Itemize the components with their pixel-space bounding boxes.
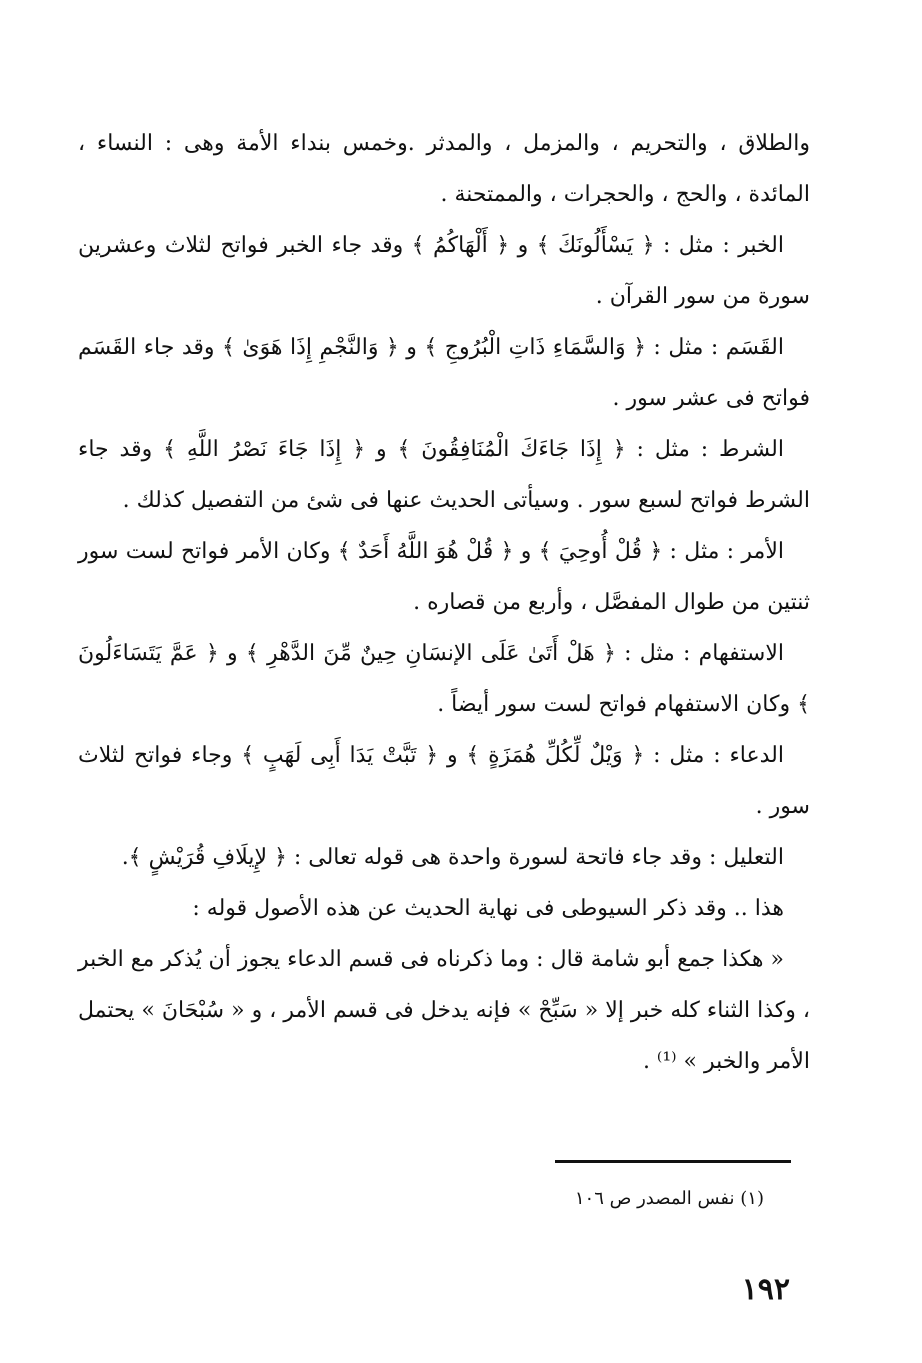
paragraph-suyuti-intro: هذا .. وقد ذكر السيوطى فى نهاية الحديث عن هذه الأصول قوله : xyxy=(192,896,784,921)
footnote-divider xyxy=(555,1160,791,1163)
paragraph-surah-list: والطلاق ، والتحريم ، والمزمل ، والمدثر .وخمس بنداء الأمة وهى : النساء ، المائدة ، والحج ، والحجرات ، والممتحنة . xyxy=(78,131,810,207)
paragraph-shart: الشرط : مثل : ﴿ إِذَا جَاءَكَ الْمُنَافِقُونَ ﴾ و ﴿ إِذَا جَاءَ نَصْرُ اللَّهِ ﴾ وقد جاء الشرط فواتح لسبع سور . وسيأتى الحديث عنها فى شئ من التفصيل كذلك . xyxy=(78,437,810,513)
page-number: ١٩٢ xyxy=(741,1272,790,1307)
paragraph-istifham: الاستفهام : مثل : ﴿ هَلْ أَتَىٰ عَلَى الإنسَانِ حِينٌ مِّنَ الدَّهْرِ ﴾ و ﴿ عَمَّ يَتَسَاءَلُونَ ﴾ وكان الاستفهام فواتح لست سور أيضاً . xyxy=(78,641,810,717)
footnote: (١) نفس المصدر ص ١٠٦ xyxy=(574,1188,764,1209)
paragraph-amr: الأمر : مثل : ﴿ قُلْ أُوحِيَ ﴾ و ﴿ قُلْ هُوَ اللَّهُ أَحَدٌ ﴾ وكان الأمر فواتح لست سور ثنتين من طوال المفصَّل ، وأربع من قصاره . xyxy=(78,539,810,615)
paragraph-quotation: « هكذا جمع أبو شامة قال : وما ذكرناه فى قسم الدعاء يجوز أن يُذكر مع الخبر ، وكذا الثناء كله خبر إلا « سَبِّحْ » فإنه يدخل فى قسم الأمر ، و « سُبْحَانَ » يحتمل الأمر والخبر » ⁽¹⁾ . xyxy=(78,947,810,1074)
paragraph-taalil: التعليل : وقد جاء فاتحة لسورة واحدة هى قوله تعالى : ﴿ لإِيلَافِ قُرَيْشٍ ﴾. xyxy=(121,845,784,870)
body-text xyxy=(78,118,810,1087)
paragraph-qasam: القَسَم : مثل : ﴿ وَالسَّمَاءِ ذَاتِ الْبُرُوجِ ﴾ و ﴿ وَالنَّجْمِ إِذَا هَوَىٰ ﴾ وقد جاء القَسَم فواتح فى عشر سور . xyxy=(78,335,810,411)
paragraph-dua: الدعاء : مثل : ﴿ وَيْلٌ لِّكُلِّ هُمَزَةٍ ﴾ و ﴿ تَبَّتْ يَدَا أَبِى لَهَبٍ ﴾ وجاء فواتح لثلاث سور . xyxy=(78,743,810,819)
paragraph-khabar: الخبر : مثل : ﴿ يَسْأَلُونَكَ ﴾ و ﴿ أَلْهَاكُمُ ﴾ وقد جاء الخبر فواتح لثلاث وعشرين سورة من سور القرآن . xyxy=(78,233,810,309)
